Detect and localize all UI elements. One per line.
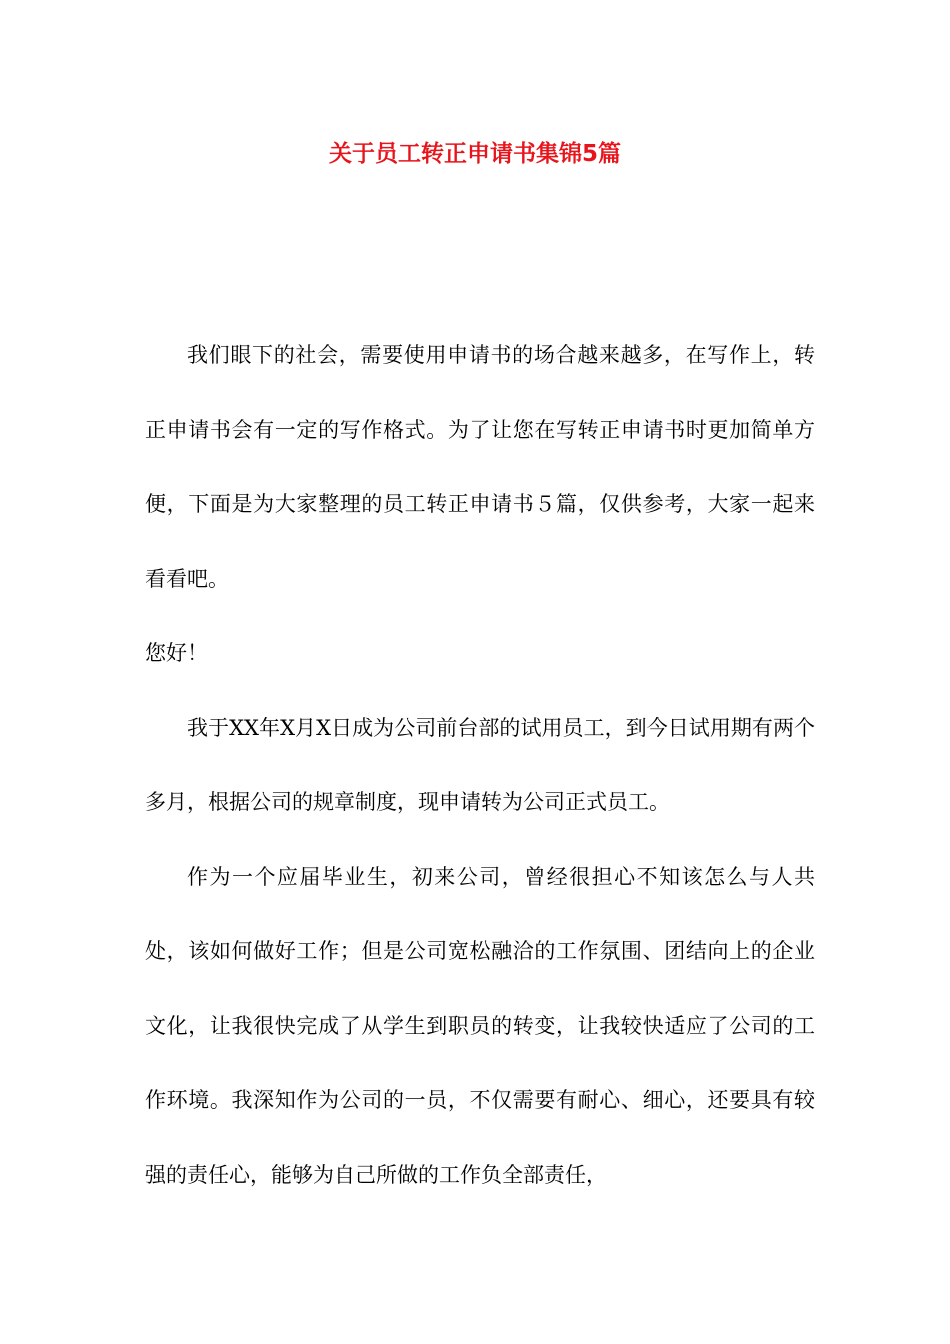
- paragraph-application: 我于XX年X月X日成为公司前台部的试用员工，到今日试用期有两个多月，根据公司的规章制度，现申请转为公司正式员工。: [145, 715, 815, 814]
- paragraph-greeting: 您好！: [145, 641, 208, 665]
- document-title: 关于员工转正申请书集锦5篇: [328, 141, 621, 167]
- document-body: [145, 318, 815, 1212]
- paragraph-experience: 作为一个应届毕业生，初来公司，曾经很担心不知该怎么与人共处，该如何做好工作；但是公司宽松融洽的工作氛围、团结向上的企业文化，让我很快完成了从学生到职员的转变，让我较快适应了公司的工作环境。我深知作为公司的一员，不仅需要有耐心、细心，还要具有较强的责任心，能够为自己所做的工作负全部责任，: [145, 864, 815, 1187]
- paragraph-intro: 我们眼下的社会，需要使用申请书的场合越来越多，在写作上，转正申请书会有一定的写作格式。为了让您在写转正申请书时更加简单方便，下面是为大家整理的员工转正申请书５篇，仅供参考，大家一起来看看吧。: [145, 343, 815, 591]
